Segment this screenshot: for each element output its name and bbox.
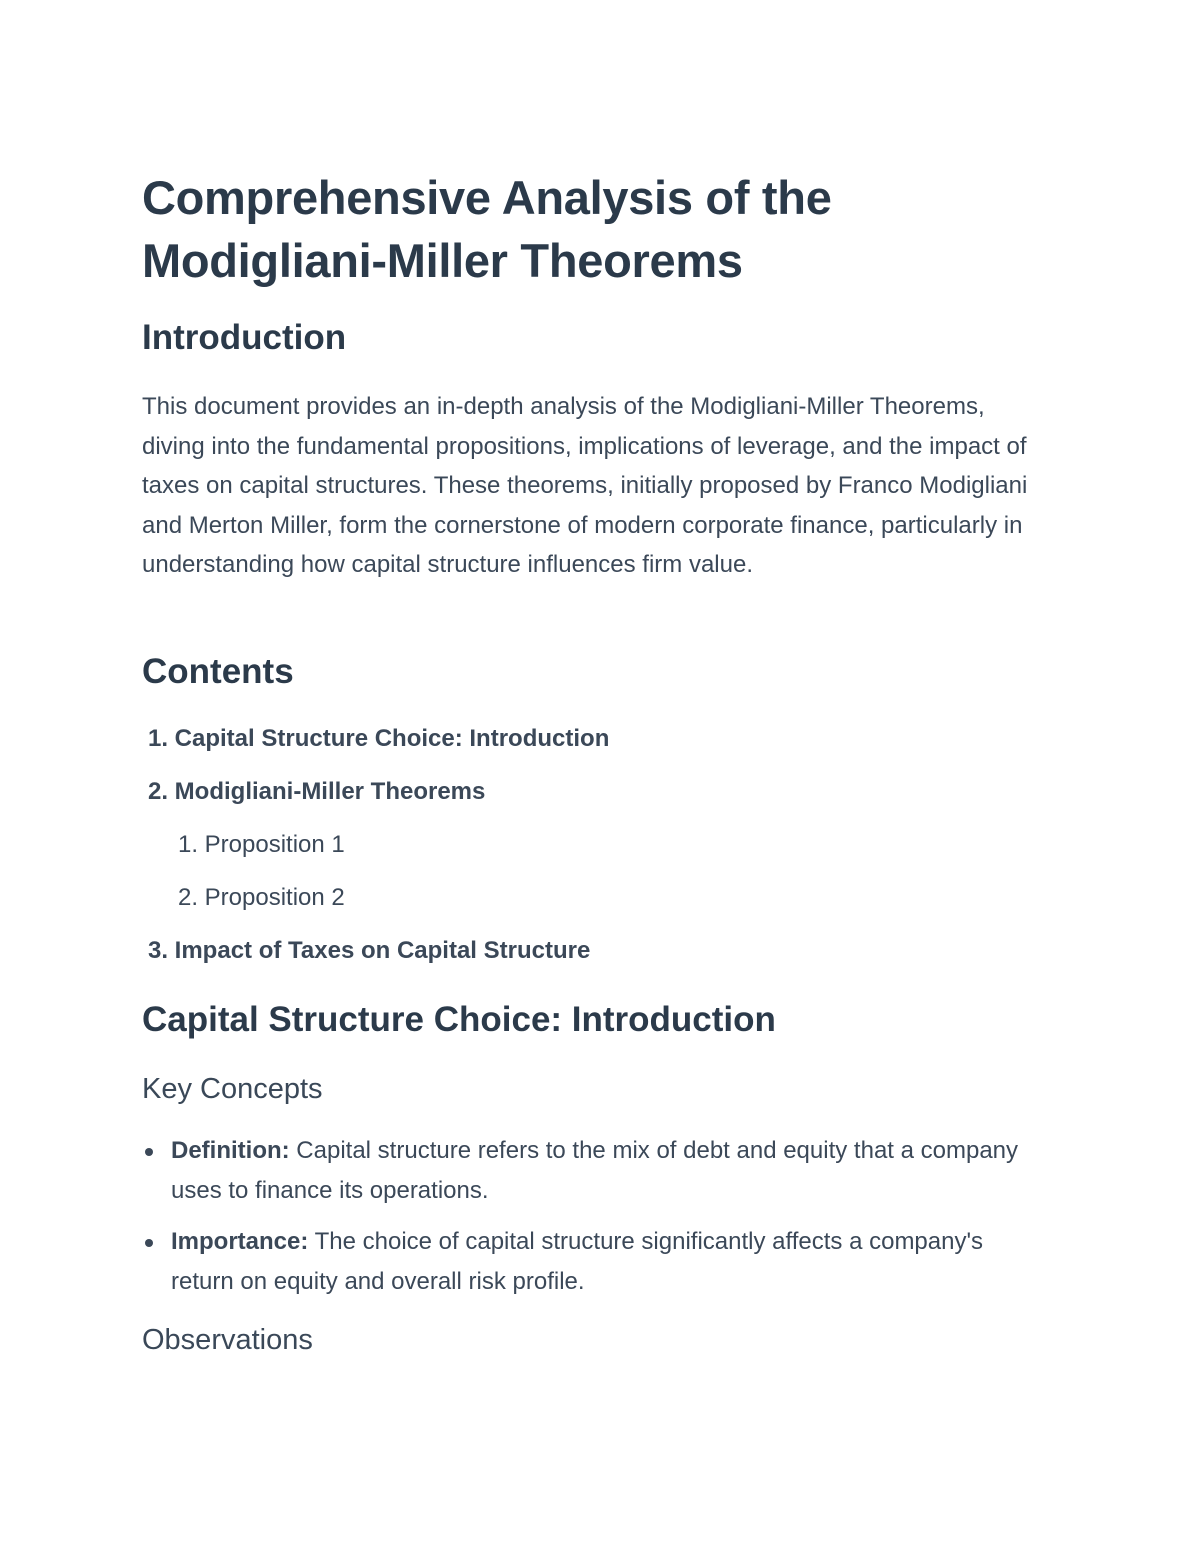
introduction-heading: Introduction [142,318,347,357]
toc-label: Impact of Taxes on Capital Structure [174,937,591,964]
bullet-text [171,1131,1052,1211]
bullet-text [171,1222,1052,1302]
bullet-description: The choice of capital structure significantly affects a company's return on equity and overall risk profile. [171,1228,984,1295]
key-concepts-heading: Key Concepts [142,1073,323,1105]
capital-structure-heading: Capital Structure Choice: Introduction [142,1000,776,1039]
toc-item-capital-structure[interactable] [142,723,609,755]
bullet-definition [142,1131,1052,1211]
toc-item-taxes[interactable] [142,935,590,967]
contents-heading: Contents [142,652,294,691]
document-title [142,166,832,292]
toc-label: Capital Structure Choice: Introduction [174,725,610,752]
document-title-line-2: Modigliani-Miller Theorems [142,234,743,287]
observations-heading: Observations [142,1324,313,1356]
toc-number: 1. [147,725,168,752]
toc-number: 2. [147,778,168,805]
toc-number: 2. [177,884,198,911]
toc-number: 1. [177,831,198,858]
bullet-term: Importance: [171,1228,309,1255]
toc-number: 3. [147,937,168,964]
bullet-dot-icon [145,1239,153,1247]
toc-label: Proposition 1 [204,831,345,858]
document-title-line-1: Comprehensive Analysis of the [142,171,832,224]
toc-label: Proposition 2 [204,884,345,911]
bullet-description: Capital structure refers to the mix of debt and equity that a company uses to finance its operations. [171,1137,1019,1204]
bullet-importance [142,1222,1052,1302]
bullet-term: Definition: [171,1137,290,1164]
toc-item-proposition-1[interactable] [172,829,345,861]
introduction-paragraph: This document provides an in-depth analysis of the Modigliani-Miller Theorems, diving into the fundamental propositions, implications of leverage, and the impact of taxes on capital structures. These theorems, initially proposed by Franco Modigliani and Merton Miller, form the cornerstone of modern corporate finance, particularly in understanding how capital structure influences firm value. [142,393,1028,579]
toc-item-mm-theorems[interactable] [142,776,485,808]
toc-label: Modigliani-Miller Theorems [174,778,486,805]
bullet-dot-icon [145,1148,153,1156]
toc-item-proposition-2[interactable] [172,882,345,914]
